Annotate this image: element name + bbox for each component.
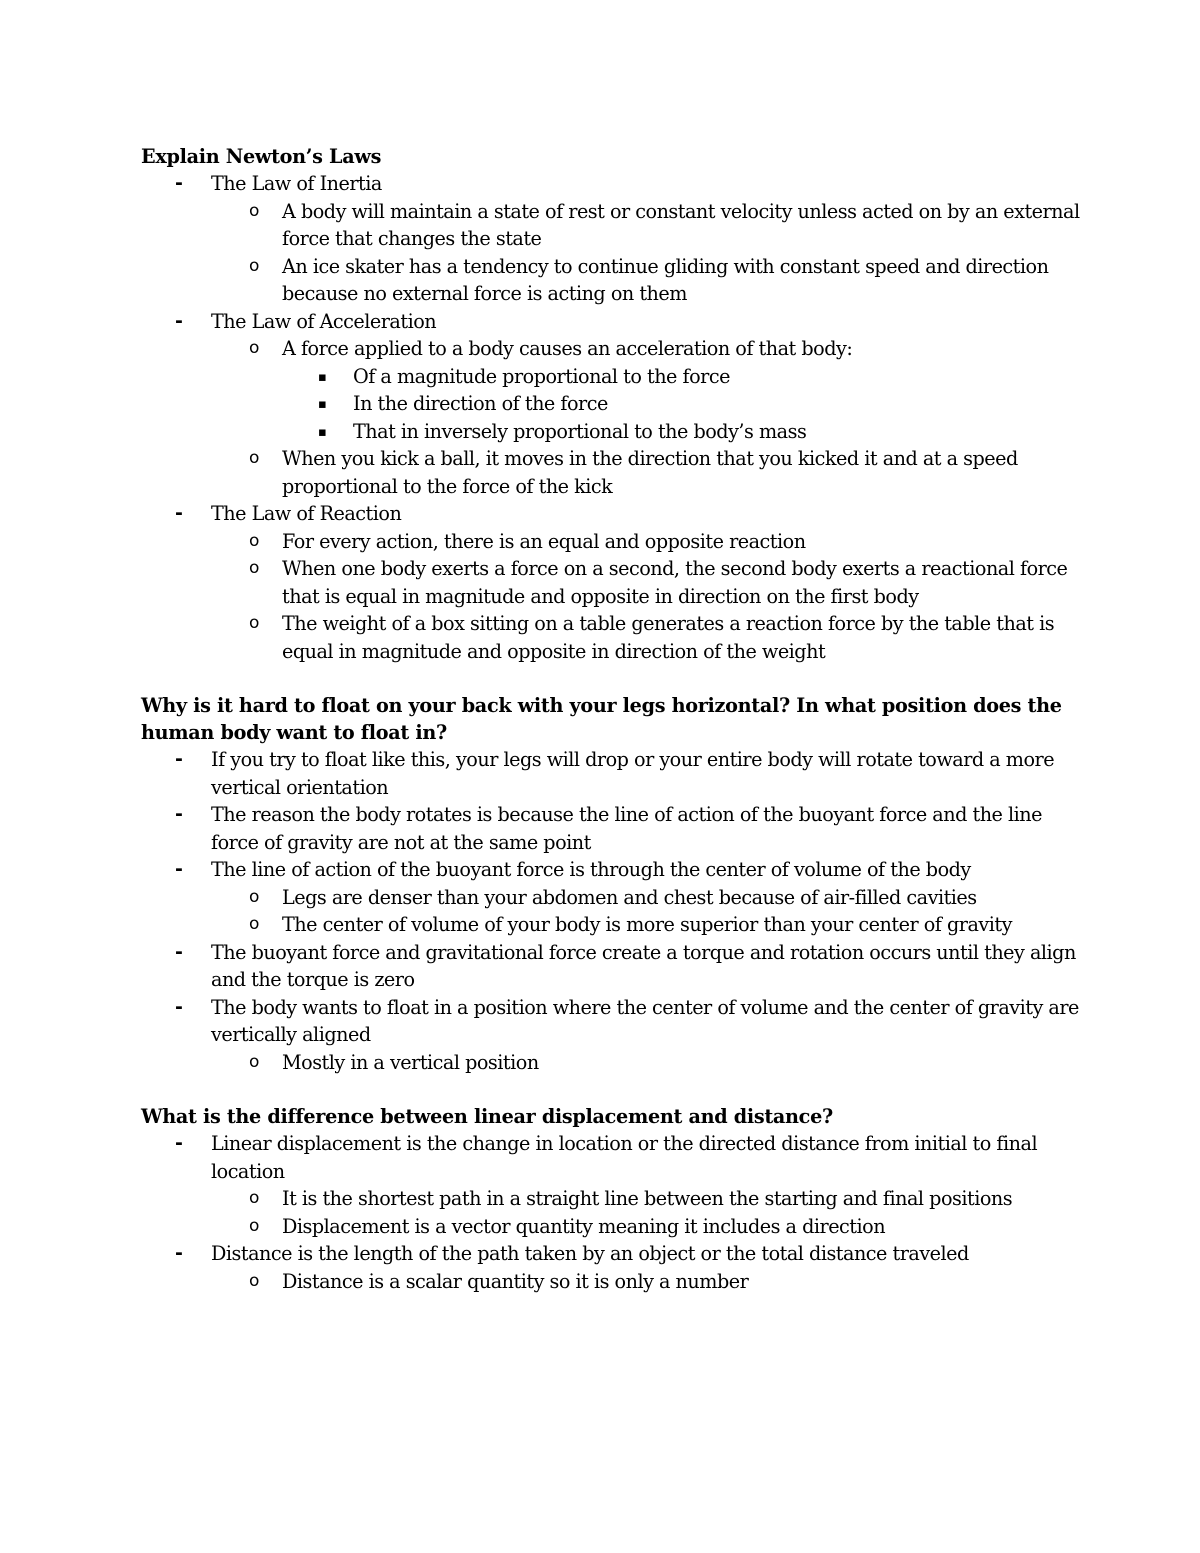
sub-sub-list <box>282 363 1081 446</box>
circle-bullet: o <box>249 448 259 468</box>
sub-list-item-text: Distance is a scalar quantity so it is only a number <box>282 1269 749 1293</box>
sub-list <box>211 528 1081 666</box>
circle-bullet: o <box>249 558 259 578</box>
sub-list-item <box>211 610 1081 665</box>
sub-list-item <box>211 1213 1081 1241</box>
list-item <box>141 801 1081 856</box>
square-bullet: ▪ <box>318 424 327 440</box>
sub-list-item-text: Mostly in a vertical position <box>282 1050 539 1074</box>
sub-list-item <box>211 528 1081 556</box>
list-item-text: Linear displacement is the change in location or the directed distance from initial to final location <box>211 1132 1038 1183</box>
section-heading: Why is it hard to float on your back with your legs horizontal? In what position does the human body want to float in? <box>141 694 1062 744</box>
circle-bullet: o <box>249 1270 259 1291</box>
sub-sub-list-item <box>282 390 1081 418</box>
sub-list-item <box>211 555 1081 610</box>
sub-list <box>211 884 1081 939</box>
section-heading: What is the difference between linear displacement and distance? <box>141 1105 833 1128</box>
circle-bullet: o <box>249 200 259 221</box>
circle-bullet: o <box>249 1215 259 1236</box>
sub-sub-list-item <box>282 418 1081 446</box>
list-item <box>141 994 1081 1077</box>
list-item <box>141 500 1081 665</box>
sub-list-item-text: When one body exerts a force on a second, the second body exerts a reactional force that is equal in magnitude and opposite in direction on the first body <box>282 557 1068 608</box>
bullet-list <box>141 170 1081 665</box>
dash-bullet: - <box>175 1242 183 1264</box>
sub-list-item-text: When you kick a ball, it moves in the direction that you kicked it and at a speed proportional to the force of the kick <box>282 447 1018 498</box>
sub-list-item-text: It is the shortest path in a straight line between the starting and final positions <box>282 1187 1013 1210</box>
circle-bullet: o <box>249 1188 259 1208</box>
section-newtons-laws <box>141 143 1081 665</box>
list-item <box>141 856 1081 939</box>
document-page <box>141 143 1081 1322</box>
square-bullet: ▪ <box>318 397 327 412</box>
sub-list-item <box>211 1185 1081 1213</box>
sub-sub-list-item-text: In the direction of the force <box>353 392 608 415</box>
list-item-text: The Law of Acceleration <box>211 309 437 333</box>
sub-list <box>211 335 1081 500</box>
sub-sub-list-item <box>282 363 1081 391</box>
dash-bullet: - <box>175 858 183 880</box>
circle-bullet: o <box>249 530 259 551</box>
circle-bullet: o <box>249 613 259 633</box>
dash-bullet: - <box>175 172 183 194</box>
dash-bullet: - <box>175 995 183 1018</box>
circle-bullet: o <box>249 338 259 358</box>
list-item-text: The Law of Inertia <box>211 172 382 195</box>
sub-list-item <box>211 884 1081 912</box>
circle-bullet: o <box>249 255 259 276</box>
list-item-text: Distance is the length of the path taken by an object or the total distance traveled <box>211 1242 969 1265</box>
sub-list-item-text: A force applied to a body causes an acceleration of that body: <box>282 337 853 360</box>
sub-list-item-text: For every action, there is an equal and opposite reaction <box>282 529 806 553</box>
sub-list-item-text: The weight of a box sitting on a table generates a reaction force by the table that is equal in magnitude and opposite in direction of the weight <box>282 612 1055 663</box>
list-item-text: The reason the body rotates is because the line of action of the buoyant force and the line force of gravity are not at the same point <box>211 803 1042 854</box>
list-item-text: The body wants to float in a position where the center of volume and the center of gravity are vertically aligned <box>211 995 1079 1046</box>
dash-bullet: - <box>175 502 183 524</box>
list-item <box>141 170 1081 308</box>
sub-list-item <box>211 911 1081 939</box>
sub-list <box>211 198 1081 308</box>
circle-bullet: o <box>249 914 259 934</box>
bullet-list <box>141 746 1081 1076</box>
sub-list-item-text: A body will maintain a state of rest or constant velocity unless acted on by an external force that changes the state <box>282 199 1080 250</box>
sub-list-item-text: The center of volume of your body is more superior than your center of gravity <box>282 913 1012 936</box>
sub-sub-list-item-text: That in inversely proportional to the body’s mass <box>353 419 807 443</box>
sub-list-item <box>211 253 1081 308</box>
list-item <box>141 308 1081 501</box>
square-bullet: ▪ <box>318 369 327 385</box>
list-item <box>141 746 1081 801</box>
sub-list <box>211 1268 1081 1296</box>
circle-bullet: o <box>249 886 259 907</box>
dash-bullet: - <box>175 748 183 770</box>
sub-list-item <box>211 198 1081 253</box>
list-item-text: The Law of Reaction <box>211 502 402 525</box>
list-item <box>141 1130 1081 1240</box>
section-heading: Explain Newton’s Laws <box>141 145 382 168</box>
section-floating <box>141 692 1081 1076</box>
list-item-text: The line of action of the buoyant force is through the center of volume of the body <box>211 858 971 881</box>
sub-list <box>211 1185 1081 1240</box>
sub-sub-list-item-text: Of a magnitude proportional to the force <box>353 364 730 388</box>
dash-bullet: - <box>175 1132 183 1154</box>
sub-list-item <box>211 445 1081 500</box>
sub-list-item <box>211 1049 1081 1077</box>
sub-list-item-text: Legs are denser than your abdomen and chest because of air-filled cavities <box>282 885 977 909</box>
bullet-list <box>141 1130 1081 1295</box>
sub-list-item-text: An ice skater has a tendency to continue gliding with constant speed and direction because no external force is acting on them <box>282 254 1049 305</box>
sub-list-item <box>211 335 1081 445</box>
dash-bullet: - <box>175 803 183 825</box>
dash-bullet: - <box>175 309 183 332</box>
list-item-text: If you try to float like this, your legs will drop or your entire body will rotate toward a more vertical orientation <box>211 748 1055 799</box>
list-item-text: The buoyant force and gravitational force create a torque and rotation occurs until they align and the torque is zero <box>211 940 1076 991</box>
section-displacement-distance <box>141 1103 1081 1295</box>
sub-list-item-text: Displacement is a vector quantity meaning it includes a direction <box>282 1214 886 1238</box>
dash-bullet: - <box>175 940 183 963</box>
circle-bullet: o <box>249 1051 259 1072</box>
list-item <box>141 939 1081 994</box>
sub-list <box>211 1049 1081 1077</box>
sub-list-item <box>211 1268 1081 1296</box>
list-item <box>141 1240 1081 1295</box>
